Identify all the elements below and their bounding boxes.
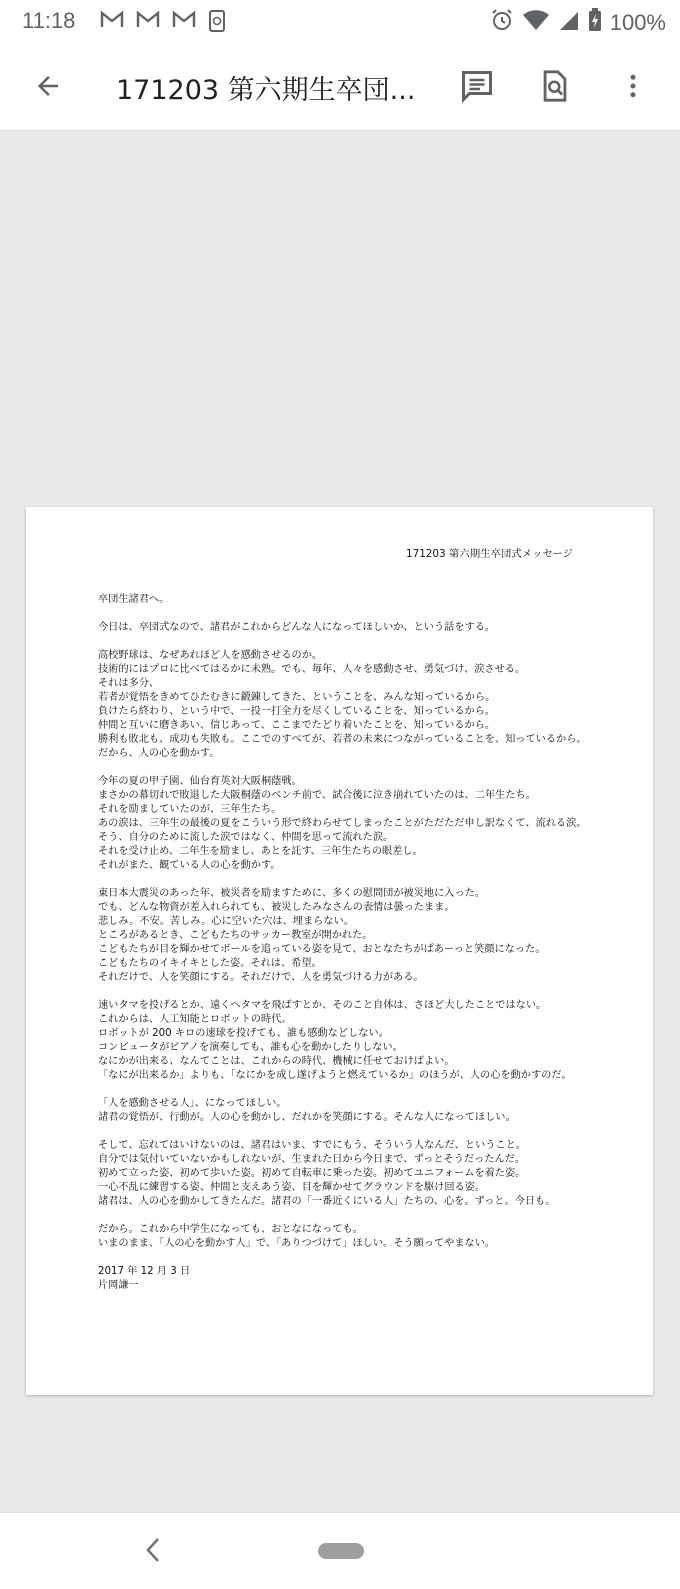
document-line: 負けたら終わり、という中で、一投一打全力を尽くしていることを、知っているから。 [98,706,496,717]
document-viewer[interactable] [0,131,680,1511]
document-paragraph [98,1139,588,1209]
document-line: だから。これから中学生になっても、おとなになっても。 [98,1224,363,1235]
system-status [490,8,666,37]
document-line: 卒団生諸君へ。 [98,594,170,605]
document-body [98,593,588,1307]
document-line: それを受け止め、二年生を励まし、あとを託す、三年生たちの眼差し。 [98,846,423,857]
comment-icon [459,68,495,104]
app-bar [0,44,680,131]
document-line: こどもたちが目を輝かせてボールを追っている姿を見て、おとなたちがぱあーっと笑顔になった。 [98,944,546,955]
gmail-icon [136,9,160,38]
document-line: 諸君の覚悟が、行動が。人の心を動かし、だれかを笑顔にする。そんな人になってほしい。 [98,1112,516,1123]
document-paragraph [98,1265,588,1293]
document-line: 片岡謙一 [98,1280,139,1291]
file-icon [208,9,226,38]
document-line: あの涙は、三年生の最後の夏をこういう形で終わらせてしまったことがただただ申し訳なくて、流れる涙。 [98,818,587,829]
document-line: これからは、人工知能とロボットの時代。 [98,1014,292,1025]
document-paragraph [98,775,588,873]
document-line: 自分では気付いていないかもしれないが、生まれた日から今日まで、ずっとそうだったんだ。 [98,1154,526,1165]
battery-percentage: 100% [609,9,666,35]
document-line: 今年の夏の甲子園、仙台育英対大阪桐蔭戦。 [98,776,302,787]
document-line: 若者が覚悟をきめてひたむきに鍛錬してきた、ということを、みんな知っているから。 [98,692,496,703]
document-paragraph [98,593,588,607]
document-page [26,507,653,1395]
document-line: いまのまま、「人の心を動かす人」で、「ありつづけて」ほしい。そう願ってやまない。 [98,1238,496,1249]
status-time: 11:18 [22,8,76,33]
more-options-button[interactable] [612,65,654,107]
wifi-icon [522,9,550,36]
document-line: そして、忘れてはいけないのは、諸君はいま、すでにもう、そういう人なんだ、ということ。 [98,1140,526,1151]
document-line: でも、どんな物資が差入れられても、被災したみなさんの表情は曇ったまま。 [98,902,455,913]
back-button[interactable] [28,66,68,106]
document-title: 171203 第六期生卒団... [116,75,416,106]
document-line: 仲間と互いに磨きあい、信じあって、ここまでたどり着いたことを、知っているから。 [98,720,496,731]
alarm-icon [490,8,514,37]
gmail-icon [172,9,196,38]
battery-icon [588,8,602,37]
document-line: ところがあるとき、こどもたちのサッカー教室が開かれた。 [98,930,373,941]
document-line: 2017 年 12 月 3 日 [98,1266,191,1277]
more-vert-icon [618,71,648,101]
document-line: それは多分、 [98,678,160,689]
find-in-document-icon [538,69,572,103]
notification-icons [100,9,226,38]
gmail-icon [100,9,124,38]
document-line: 今日は、卒団式なので、諸君がこれからどんな人になってほしいか、という話をする。 [98,622,496,633]
document-paragraph [98,1097,588,1125]
document-line: 一心不乱に練習する姿、仲間と支えあう姿、目を輝かせてグラウンドを駆け回る姿。 [98,1182,486,1193]
document-line: 速いタマを投げるとか、遠くヘタマを飛ばすとか、そのこと自体は、さほど大したことではない。 [98,1000,547,1011]
signal-icon [558,9,580,36]
document-line: 初めて立った姿、初めて歩いた姿。初めて自転車に乗った姿。初めてユニフォームを着た姿。 [98,1168,526,1179]
chevron-left-icon [142,1536,164,1564]
document-line: そう、自分のために流した涙ではなく、仲間を思って流れた涙。 [98,832,394,843]
comment-button[interactable] [456,65,498,107]
document-paragraph [98,999,588,1083]
document-line: 「人を感動させる人」、になってほしい。 [98,1098,287,1109]
document-line: 「なにが出来るか」よりも、「なにかを成し遂げようと燃えているか」のほうが、人の心を動かすのだ。 [98,1070,572,1081]
document-line: 勝利も敗北も、成功も失敗も。ここでのすべてが、若者の未来につながっていることを、知っているから。 [98,734,587,745]
document-header: 171203 第六期生卒団式メッセージ [405,548,573,560]
document-line: まさかの幕切れで敗退した大阪桐蔭のベンチ前で、試合後に泣き崩れていたのは、二年生たち。 [98,790,536,801]
find-in-document-button[interactable] [534,65,576,107]
document-line: だから、人の心を動かす。 [98,748,220,759]
navigation-bar [0,1512,680,1589]
nav-back-button[interactable] [138,1535,168,1565]
document-paragraph [98,621,588,635]
document-line: こどもたちのイキイキとした姿。それは、希望。 [98,958,322,969]
document-line: 技術的にはプロに比べてはるかに未熟。でも、毎年、人々を感動させ、勇気づけ、涙させる。 [98,664,526,675]
status-bar [0,0,680,44]
document-paragraph [98,1223,588,1251]
document-line: 諸君は、人の心を動かしてきたんだ。諸君の「一番近くにいる人」たちの、心を。ずっと。今日も。 [98,1196,556,1207]
document-paragraph [98,649,588,761]
document-line: それがまた、観ている人の心を動かす。 [98,860,281,871]
document-line: それだけで、人を笑顔にする。それだけで、人を勇気づける力がある。 [98,972,424,983]
document-line: 高校野球は、なぜあれほど人を感動させるのか。 [98,650,323,661]
document-line: 悲しみ。不安。苦しみ。心に空いた穴は、埋まらない。 [98,916,354,927]
home-pill-button[interactable] [318,1543,364,1559]
document-line: ロボットが 200 キロの速球を投げても、誰も感動などしない。 [98,1028,389,1039]
document-line: なにかが出来る、なんてことは、これからの時代、機械に任せておけばよい。 [98,1056,455,1067]
document-line: それを励ましていたのが、三年生たち。 [98,804,282,815]
document-paragraph [98,887,588,985]
document-line: 東日本大震災のあった年、被災者を励ますために、多くの慰問団が被災地に入った。 [98,888,486,899]
arrow-back-icon [33,71,63,101]
document-line: コンピュータがピアノを演奏しても、誰も心を動かしたりしない。 [98,1042,403,1053]
